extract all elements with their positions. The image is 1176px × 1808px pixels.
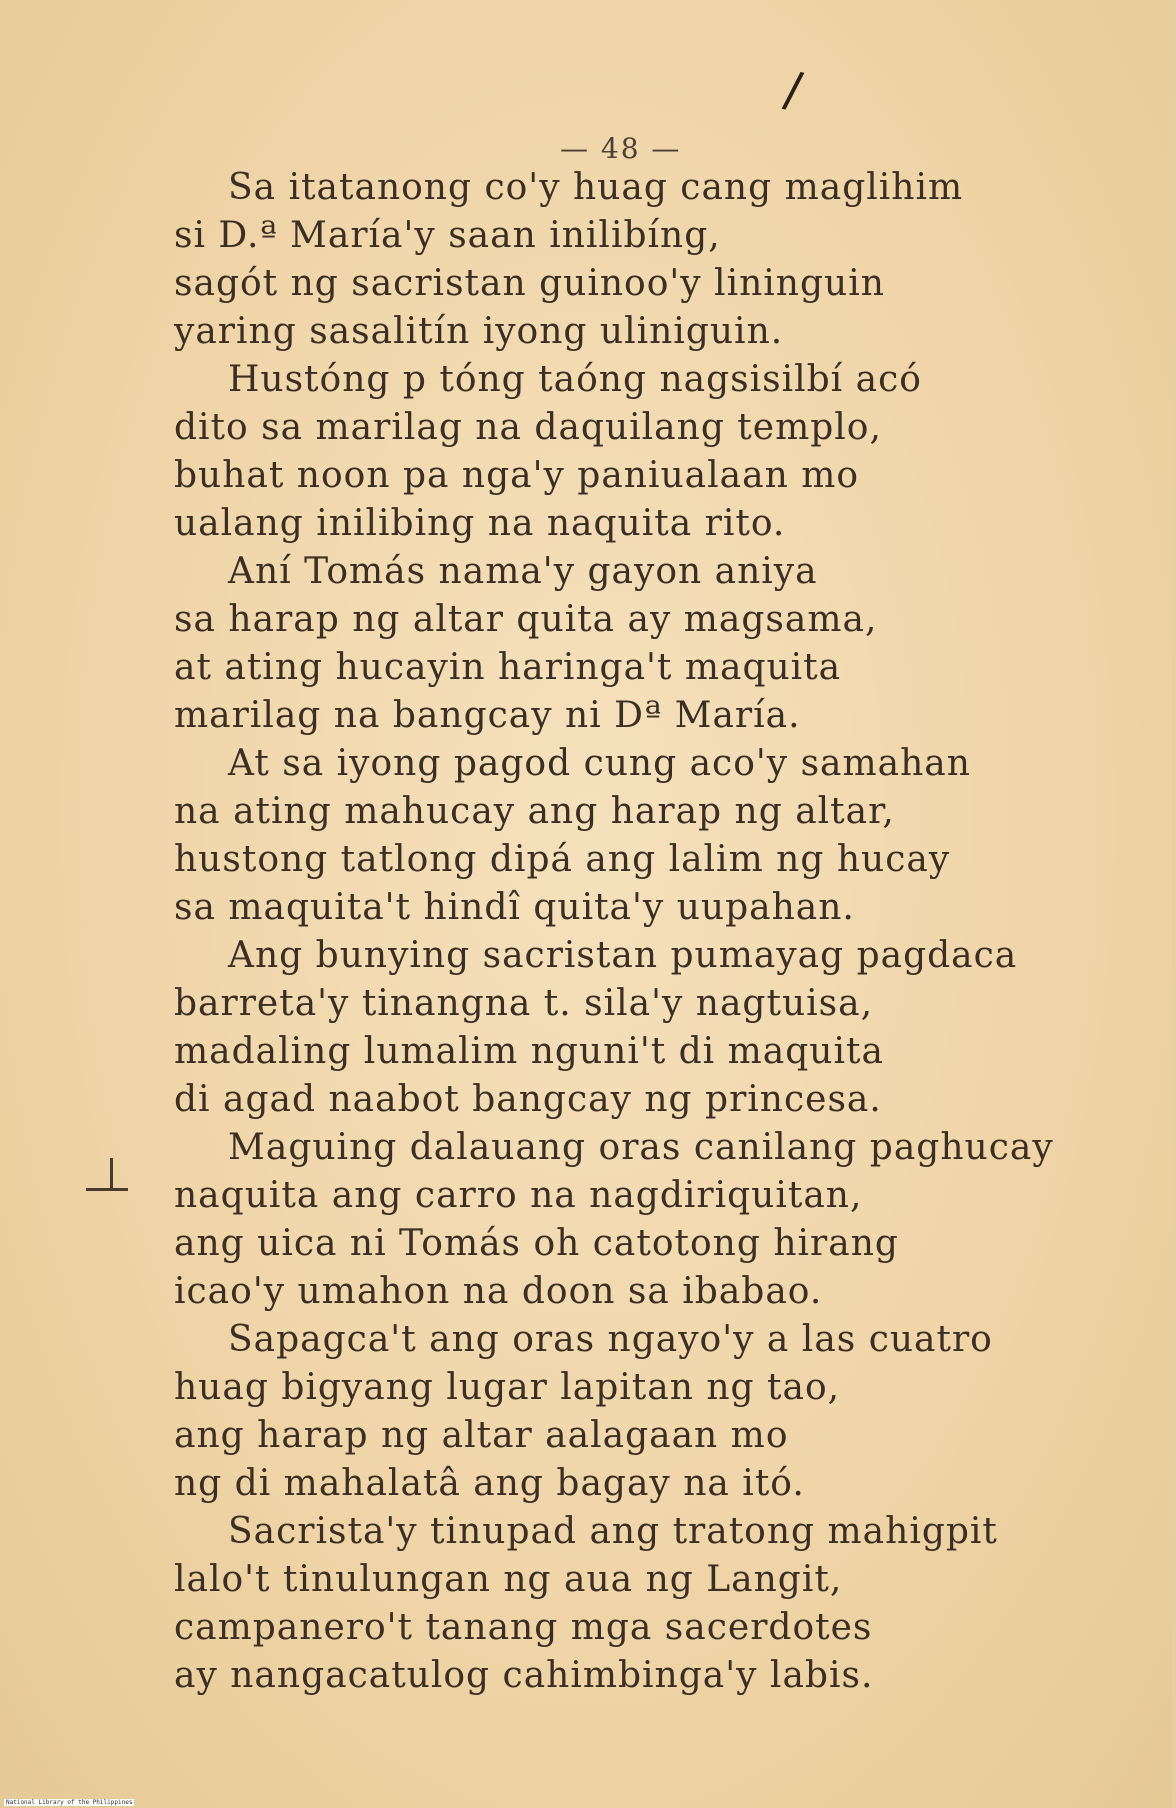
verse-line: Hustóng p tóng taóng nagsisilbí acó	[228, 359, 922, 400]
verse-line: Sapagca't ang oras ngayo'y a las cuatro	[228, 1319, 993, 1360]
verse-line: Maguing dalauang oras canilang paghucay	[228, 1127, 1054, 1168]
verse-line: si D.ª María'y saan inilibíng,	[174, 215, 721, 256]
verse-line: huag bigyang lugar lapitan ng tao,	[174, 1367, 841, 1408]
verse-line: Sacrista'y tinupad ang tratong mahigpit	[228, 1511, 998, 1552]
verse-line: Ang bunying sacristan pumayag pagdaca	[228, 935, 1018, 976]
verse-line: sagót ng sacristan guinoo'y lininguin	[174, 263, 885, 304]
verse-line: hustong tatlong dipá ang lalim ng hucay	[174, 839, 951, 880]
verse-line: ualang inilibing na naquita rito.	[174, 503, 786, 544]
verse-line: ay nangacatulog cahimbinga'y labis.	[174, 1655, 874, 1696]
verse-line: ang harap ng altar aalagaan mo	[174, 1415, 789, 1456]
verse-line: naquita ang carro na nagdiriquitan,	[174, 1175, 863, 1216]
verse-line: lalo't tinulungan ng aua ng Langit,	[174, 1559, 843, 1600]
scan-credit: National Library of the Philippines	[6, 1799, 133, 1806]
verse-line: sa harap ng altar quita ay magsama,	[174, 599, 878, 640]
margin-mark-vertical	[110, 1158, 113, 1188]
verse-line: yaring sasalitín iyong uliniguin.	[174, 311, 784, 352]
verse-line: at ating hucayin haringa't maquita	[174, 647, 842, 688]
poem-text	[174, 164, 1094, 1700]
verse-line: na ating mahucay ang harap ng altar,	[174, 791, 895, 832]
verse-line: Sa itatanong co'y huag cang maglihim	[228, 167, 964, 208]
verse-line: barreta'y tinangna t. sila'y nagtuisa,	[174, 983, 874, 1024]
verse-line: di agad naabot bangcay ng princesa.	[174, 1079, 882, 1120]
verse-line: buhat noon pa nga'y paniualaan mo	[174, 455, 860, 496]
page-number: — 48 —	[560, 132, 682, 165]
verse-line: dito sa marilag na daquilang templo,	[174, 407, 882, 448]
verse-line: campanero't tanang mga sacerdotes	[174, 1607, 873, 1648]
verse-line: At sa iyong pagod cung aco'y samahan	[228, 743, 971, 784]
verse-line: marilag na bangcay ni Dª María.	[174, 695, 801, 736]
margin-mark-dash	[86, 1188, 128, 1191]
handwritten-mark: /	[780, 61, 806, 119]
verse-line: Aní Tomás nama'y gayon aniya	[228, 551, 818, 592]
page-edge	[1172, 0, 1176, 1808]
verse-line: ng di mahalatâ ang bagay na itó.	[174, 1463, 805, 1504]
verse-line: madaling lumalim nguni't di maquita	[174, 1031, 884, 1072]
verse-line: icao'y umahon na doon sa ibabao.	[174, 1271, 823, 1312]
verse-line: sa maquita't hindî quita'y uupahan.	[174, 887, 855, 928]
verse-line: ang uica ni Tomás oh catotong hirang	[174, 1223, 899, 1264]
